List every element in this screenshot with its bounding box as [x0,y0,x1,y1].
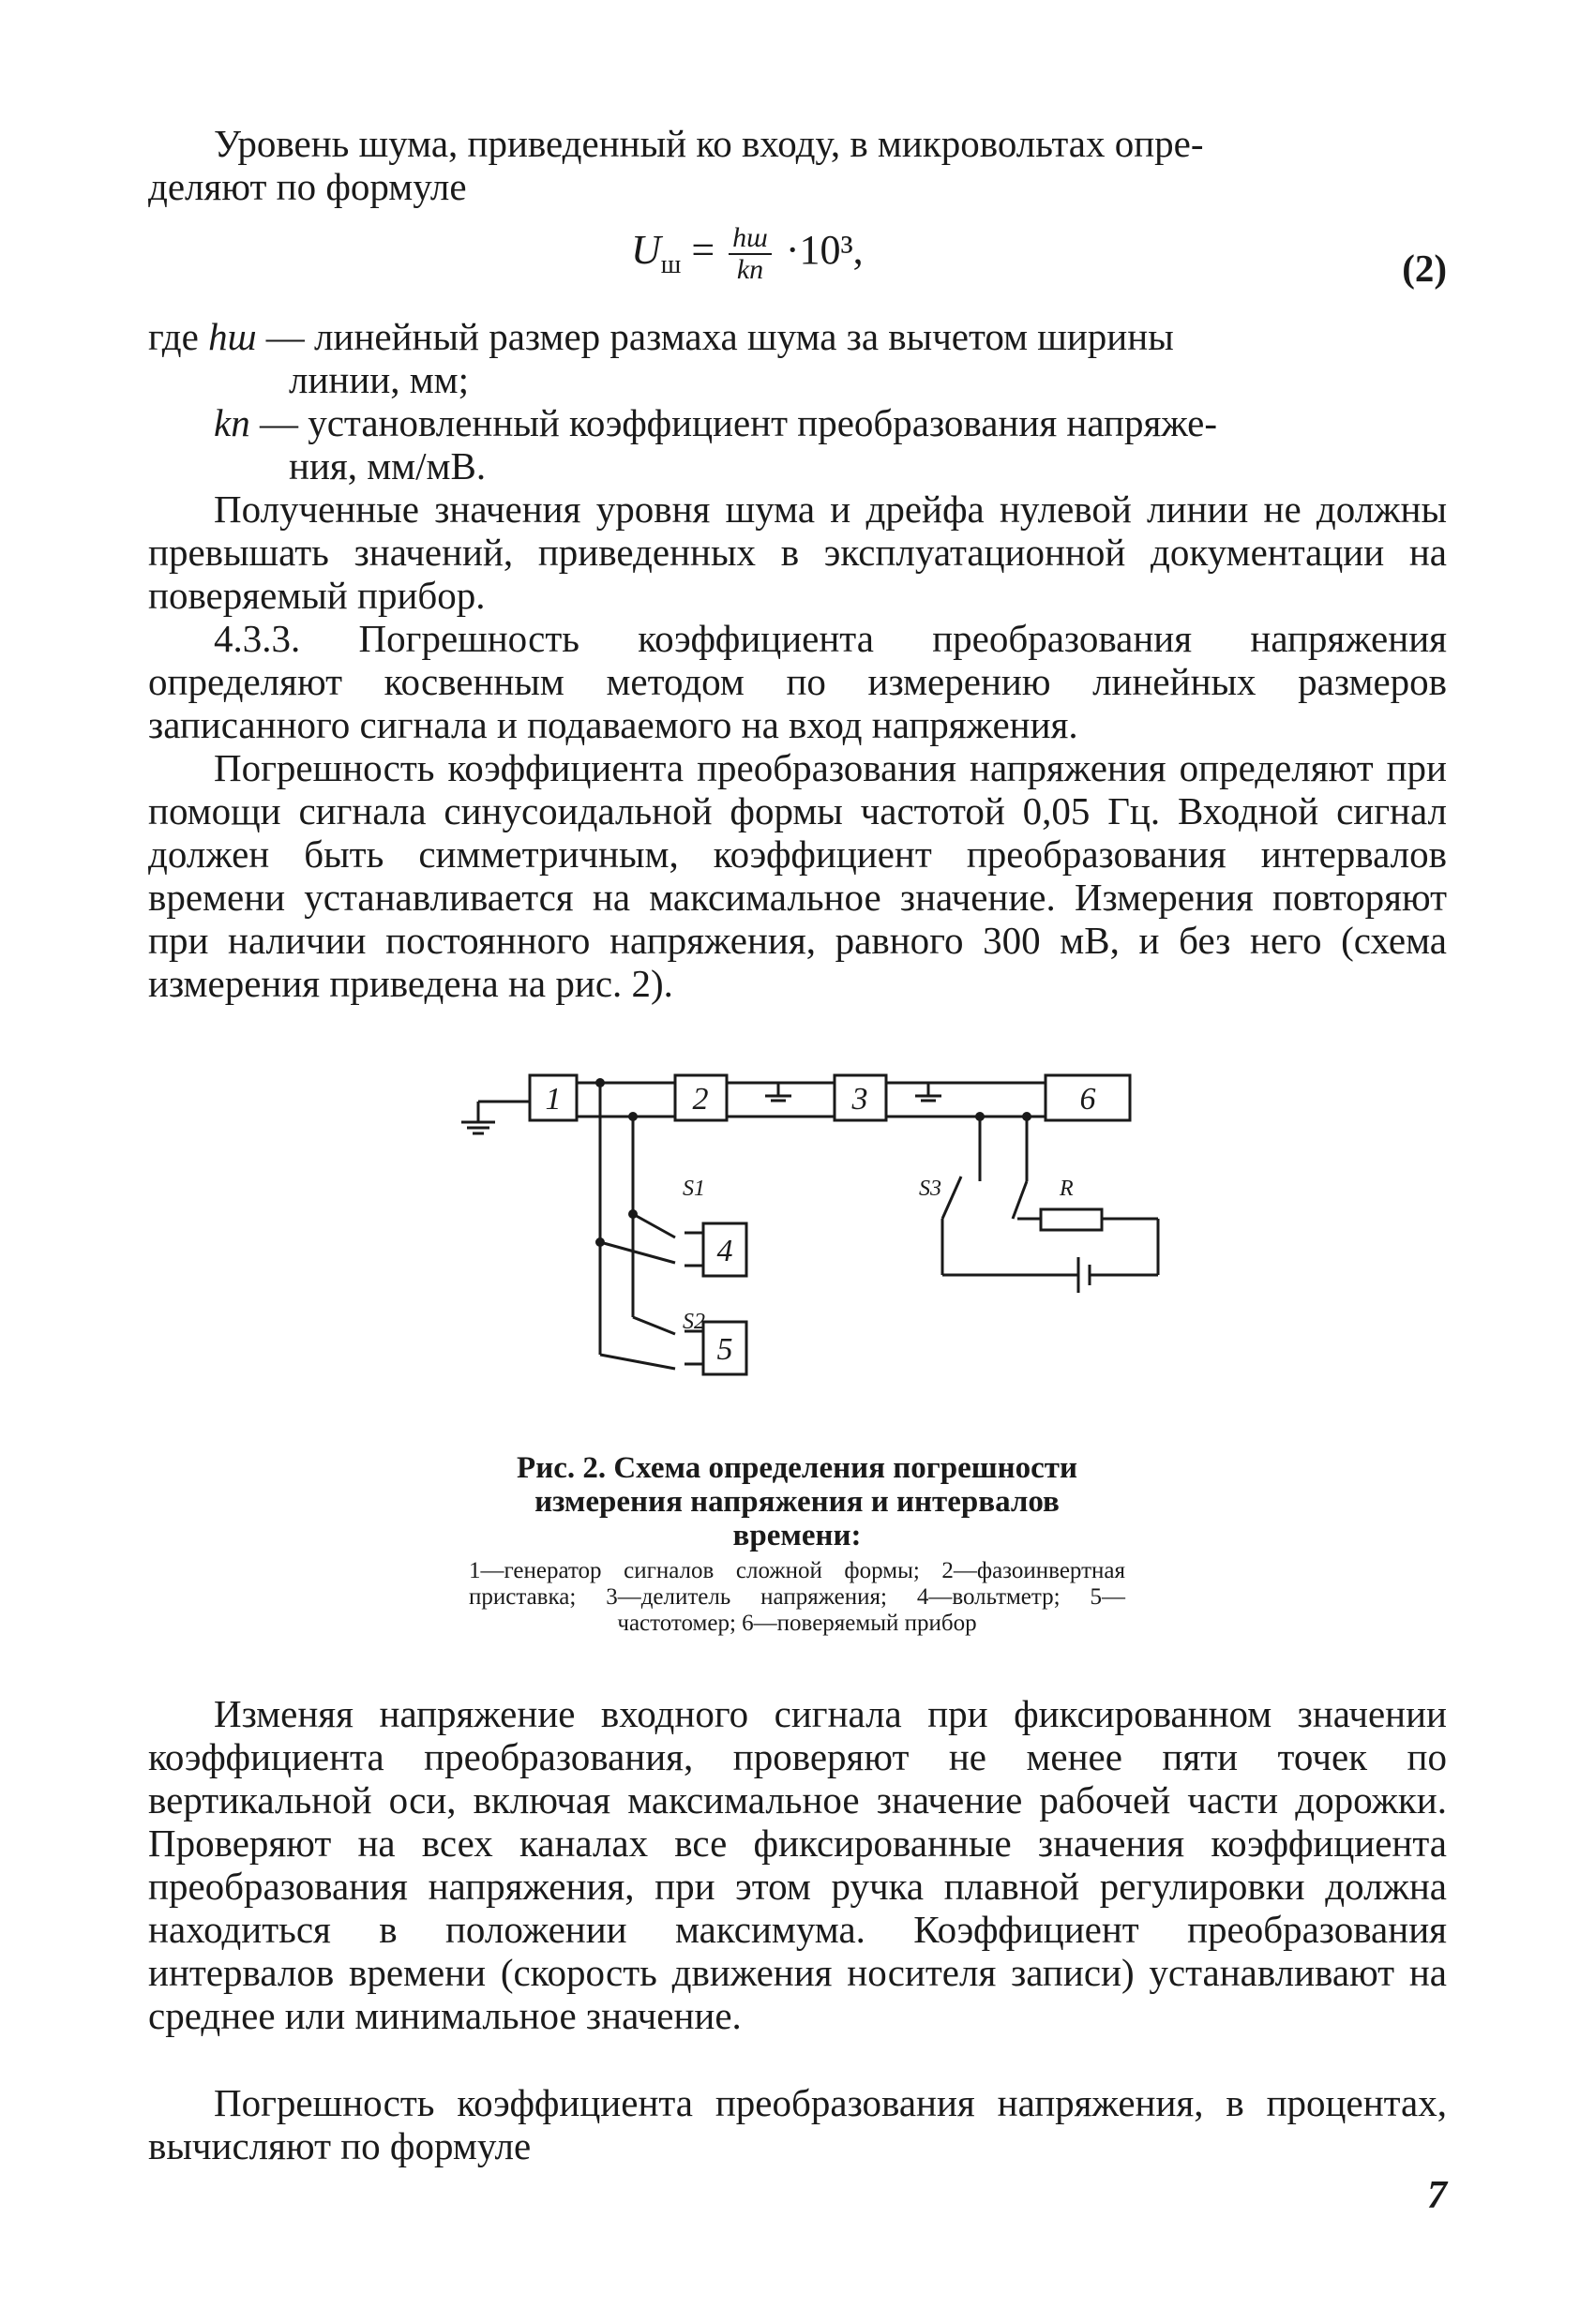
equation-number: (2) [1402,247,1447,290]
formula-2 [148,223,1447,317]
junction-dot [975,1112,985,1121]
paragraph-2 [148,617,1447,746]
block-2-label: 2 [692,1082,709,1117]
paragraph-3 [148,746,1447,1005]
paragraph-2-text: 4.3.3. Погрешность коэффициента преобразования напряжения определяют косвенным методом по измерению линейных размеров записанного сигнала и подаваемого на вход напряжения. [148,617,1447,746]
formula-numerator: hш [729,223,772,255]
switch-s2-blade [633,1317,675,1334]
block-5-label: 5 [716,1332,733,1367]
intro-line-2: деляют по формуле [148,165,467,208]
formula-equals: = [691,227,715,274]
resistor-label: R [1060,1177,1074,1201]
formula-lhs-sub: ш [660,249,682,279]
formula-lhs: U [631,227,661,274]
definition-continuation: ния, мм/мВ. [289,444,487,487]
paragraph-5-text: Погрешность коэффициента преобразования напряжения, в процентах, вычисляют по формуле [148,2081,1447,2167]
definitions [148,315,1447,487]
switch-s1-blade-2 [600,1242,675,1263]
paragraph-4 [148,1692,1447,2037]
formula-rest: ·10³, [785,227,864,274]
formula-expression [631,223,864,289]
definition-continuation: линии, мм; [289,358,470,401]
paragraph-1 [148,487,1447,617]
definition-h [148,315,1447,401]
block-6-label: 6 [1079,1082,1096,1117]
intro-paragraph [148,122,1447,208]
switch-s1-label: S1 [683,1177,705,1201]
switch-s3-label: S3 [919,1177,941,1201]
paragraph-3-text: Погрешность коэффициента преобразования напряжения определяют при помощи сигнала синусоидальной формы частотой 0,05 Гц. Входной сигнал должен быть симметричным, коэффициент преобразования интервалов времени устанавливается на максимальное значение. Измерения повторяют при наличии постоянного напряжения, равного 300 мВ, и без него (схема измерения приведена на рис. 2). [148,746,1447,1005]
paragraph-1-text: Полученные значения уровня шума и дрейфа нулевой линии не должны превышать значений, приведенных в эксплуатационной документации на поверяемый прибор. [148,487,1447,617]
page-number: 7 [1427,2174,1447,2217]
switch-s2-blade-2 [600,1355,675,1369]
caption-title: Рис. 2. Схема определения погрешности измерения напряжения и интервалов времени: [517,1451,1077,1552]
definition-prefix: где [148,315,199,358]
resistor [1041,1209,1102,1230]
paragraph-5 [148,2081,1447,2167]
block-4-label: 4 [716,1234,733,1268]
formula-fraction [729,223,772,285]
block-3-label: 3 [851,1082,868,1117]
junction-dot [1022,1112,1031,1121]
block-1-label: 1 [545,1082,562,1117]
definition-symbol: kп [214,401,250,444]
figure-caption [469,1451,1125,1637]
formula-denominator: kп [736,254,764,285]
switch-s1-blade [633,1214,675,1237]
intro-line-1: Уровень шума, приведенный ко входу, в микровольтах опре- [214,122,1204,165]
switch-s2-label: S2 [683,1310,705,1334]
definition-text: — установленный коэффициент преобразования напряже- [259,401,1217,444]
paragraph-4-text: Изменяя напряжение входного сигнала при фиксированном значении коэффициента преобразования, проверяют не менее пяти точек по вертикальной оси, включая максимальное значение рабочей части дорожки. Проверяют на всех каналах все фиксированные значения коэффициента преобразования напряжения, при этом ручка плавной регулировки должна находиться в положении максимума. Коэффициент преобразования интервалов времени (скорость движения носителя записи) устанавливают на среднее или минимальное значение. [148,1692,1447,2037]
definition-symbol: hш [208,315,257,358]
switch-r-blade [1013,1181,1027,1219]
definition-text: — линейный размер размаха шума за вычетом ширины [265,315,1174,358]
caption-legend: 1—генератор сигналов сложной формы; 2—фазоинвертная приставка; 3—делитель напряжения; 4—вольтметр; 5—частотомер; 6—поверяемый прибор [469,1558,1125,1636]
junction-dots [595,1078,1031,1247]
definition-k [148,401,1447,487]
circuit-diagram [459,1055,1181,1430]
junction-dot [595,1237,605,1247]
junction-dot [628,1112,638,1121]
switch-s3-blade [942,1177,961,1219]
junction-dot [628,1209,638,1219]
junction-dot [595,1078,605,1087]
